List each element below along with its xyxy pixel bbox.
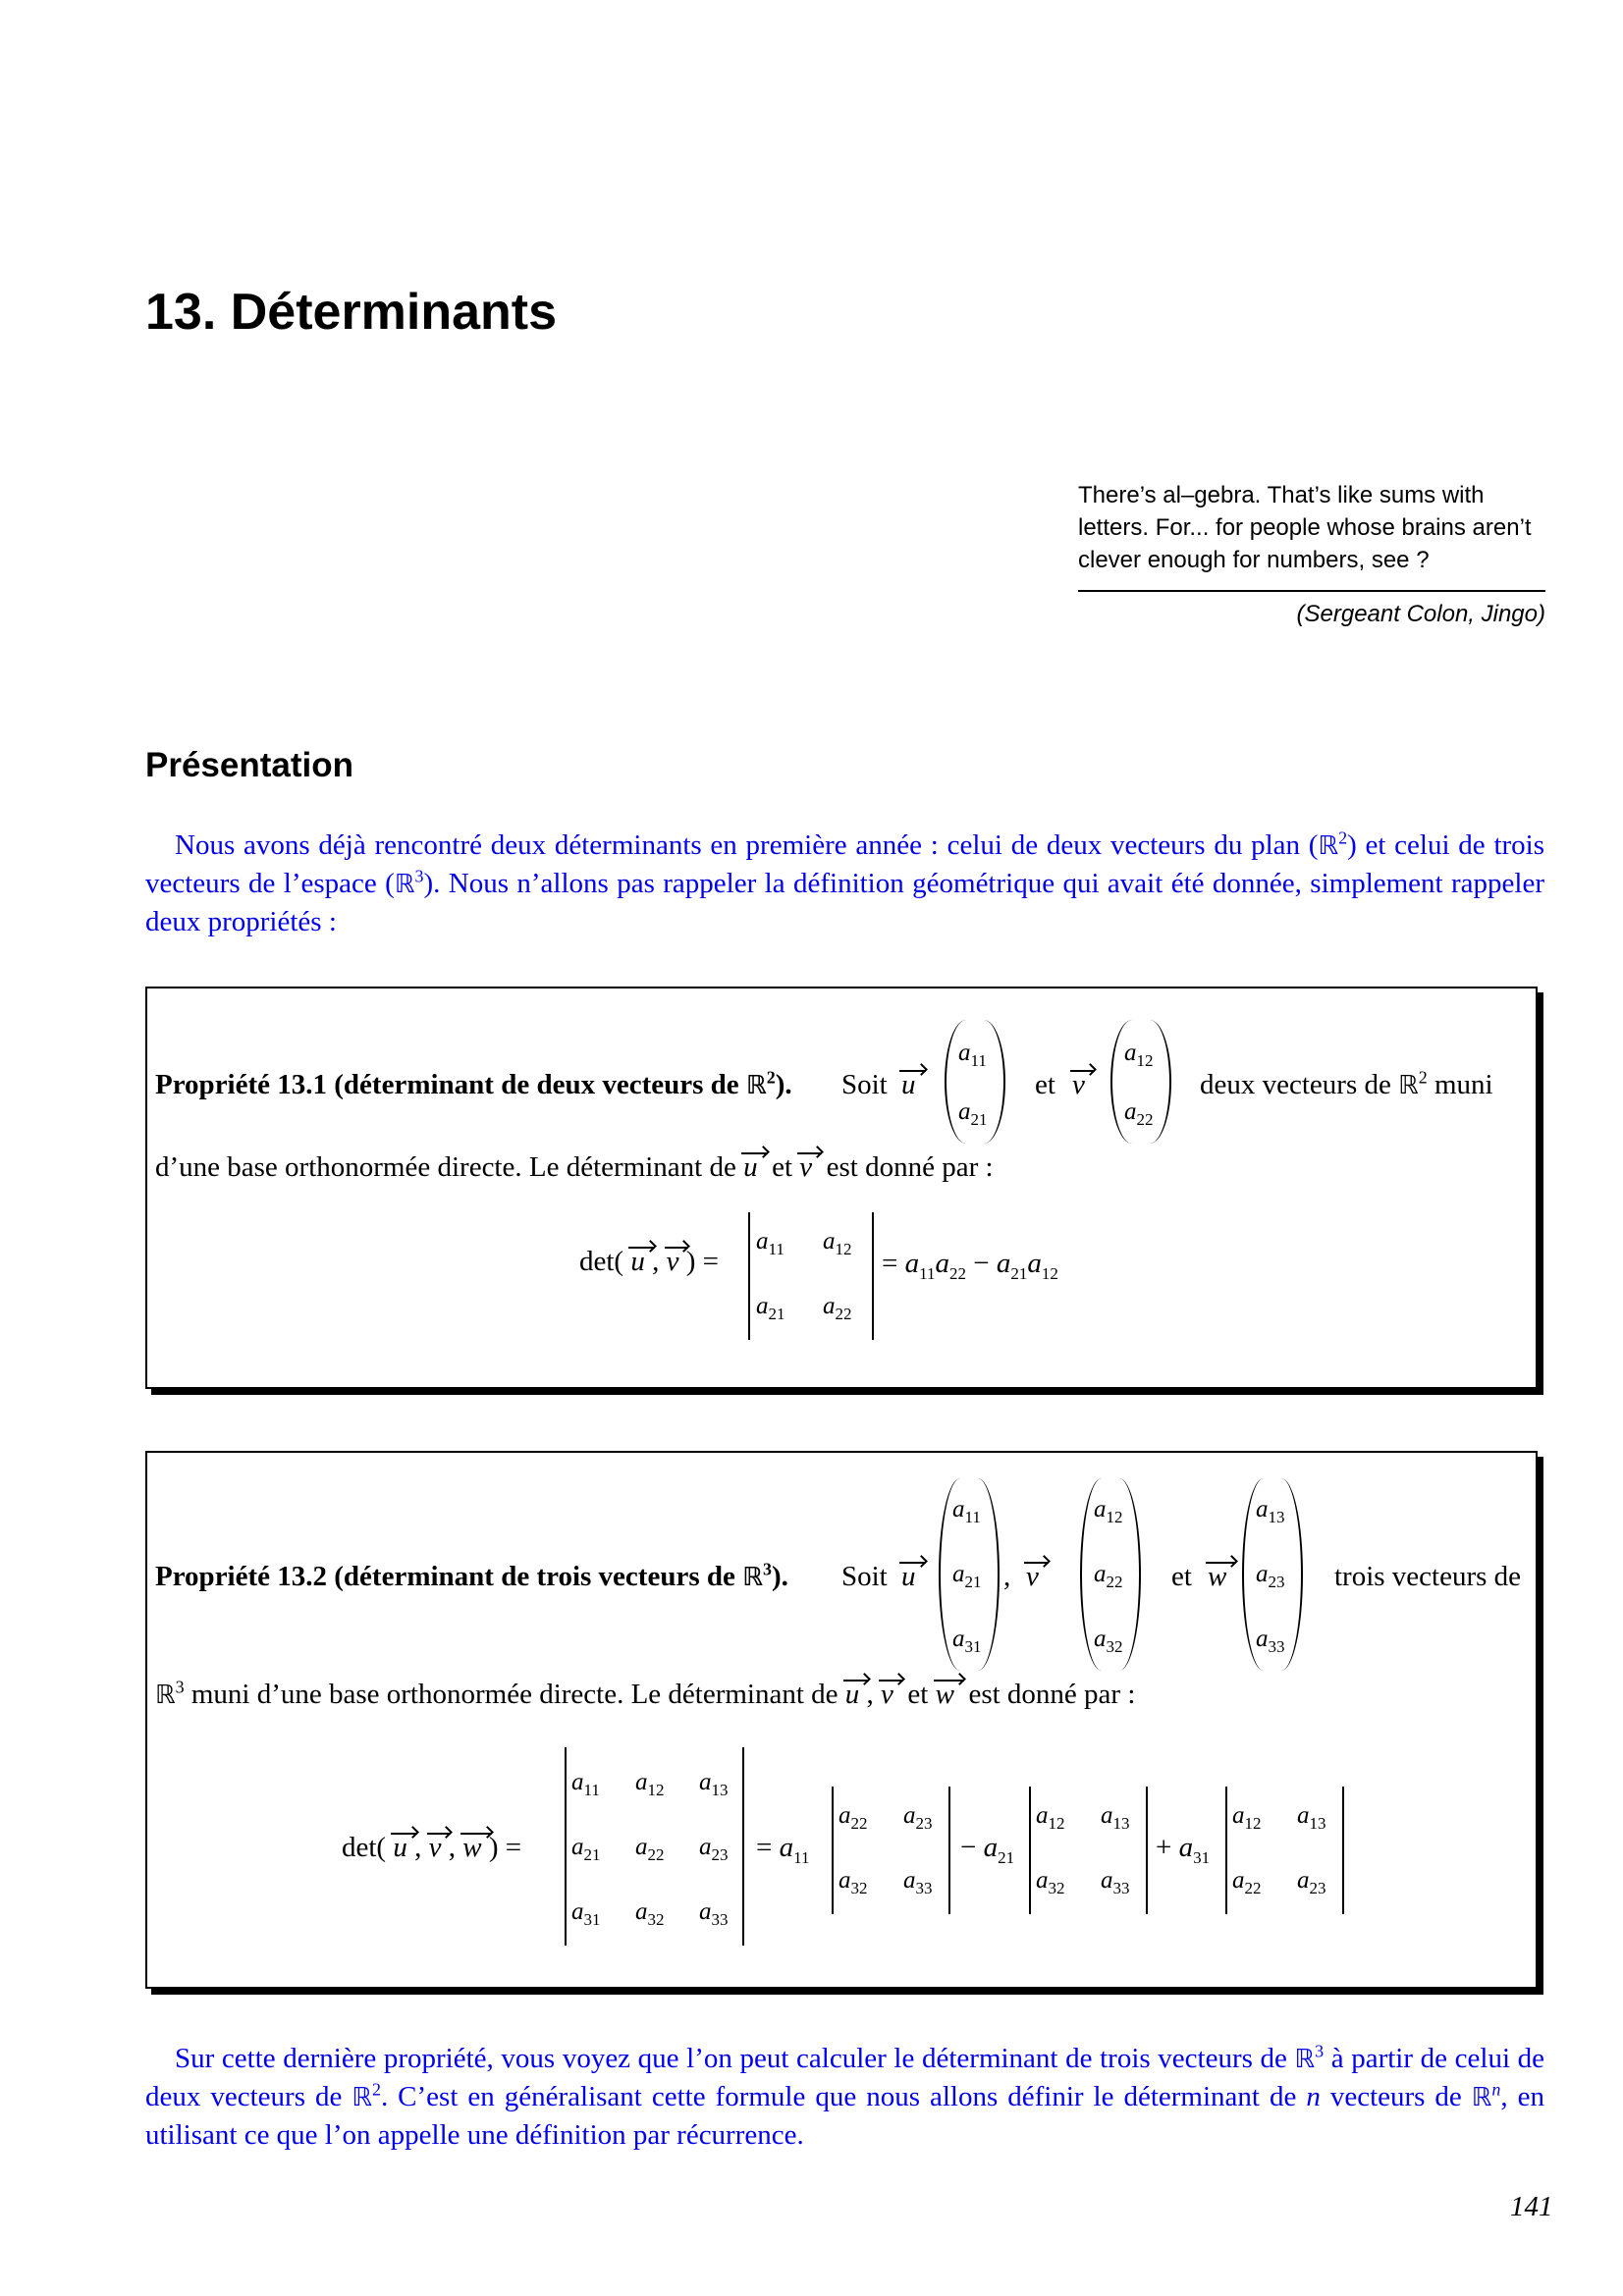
- determinant-bar: [1342, 1787, 1344, 1914]
- intro-paragraph: Nous avons déjà rencontré deux déterminants en première année : celui de deux vecteurs du plan (ℝ$^2$) et celui de trois vecteurs de l’espace (ℝ$^3$). Nous n’allons pas rappeler la définition géométrique qui avait été donnée, simplement rappeler deux propriétés :: [145, 828, 1544, 937]
- determinant-bar: [832, 1787, 834, 1914]
- coef-a21: − $a_{21}$: [960, 1832, 1015, 1867]
- det-entry: $a_{13}$: [1101, 1802, 1130, 1833]
- et-label: et: [1171, 1561, 1192, 1592]
- determinant-bar: [565, 1747, 567, 1946]
- matrix-entry: $a_{23}$: [1256, 1561, 1285, 1591]
- det-entry: $a_{13}$: [699, 1769, 729, 1799]
- det-entry: $a_{32}$: [839, 1867, 868, 1897]
- epigraph-source: (Sergeant Colon, Jingo): [1296, 601, 1545, 627]
- det-entry: $a_{22}$: [839, 1802, 868, 1833]
- matrix-entry: $a_{12}$: [1124, 1040, 1154, 1070]
- det-entry: $a_{21}$: [571, 1834, 601, 1864]
- determinant-bar: [872, 1212, 874, 1340]
- et-label: et: [1035, 1069, 1055, 1100]
- det-entry: $a_{22}$: [1232, 1867, 1262, 1897]
- comma: ,: [1003, 1561, 1011, 1592]
- det-entry: $a_{23}$: [699, 1834, 729, 1864]
- property-line2: d’une base orthonormée directe. Le déterminant de u et v est donné par :: [155, 1151, 994, 1183]
- det-entry: $a_{22}$: [635, 1834, 665, 1864]
- vector-u: u: [901, 1561, 916, 1592]
- coef-a11: = $a_{11}$: [756, 1832, 810, 1867]
- vector-v: v: [1026, 1561, 1039, 1592]
- determinant-bar: [1029, 1787, 1031, 1914]
- det-entry: $a_{13}$: [1297, 1802, 1326, 1833]
- det-entry: $a_{12}$: [823, 1228, 852, 1258]
- matrix-entry: $a_{32}$: [1094, 1626, 1123, 1656]
- vector-w: w: [1208, 1561, 1227, 1592]
- det-entry: $a_{32}$: [635, 1898, 665, 1929]
- property-tail: deux vecteurs de ℝ$^2$ muni: [1200, 1067, 1493, 1100]
- matrix-entry: $a_{33}$: [1256, 1626, 1285, 1656]
- section-title: Présentation: [145, 746, 353, 784]
- matrix-entry: $a_{13}$: [1256, 1496, 1285, 1526]
- det-entry: $a_{11}$: [756, 1228, 784, 1258]
- det-entry: $a_{31}$: [571, 1898, 601, 1929]
- matrix-entry: $a_{22}$: [1094, 1561, 1123, 1591]
- det-entry: $a_{12}$: [1036, 1802, 1065, 1833]
- det-entry: $a_{33}$: [903, 1867, 933, 1897]
- det-entry: $a_{23}$: [903, 1802, 933, 1833]
- vector-u: u: [901, 1069, 916, 1100]
- matrix-entry: $a_{21}$: [958, 1098, 988, 1129]
- formula-lhs: det( u , v , w ) =: [342, 1832, 522, 1863]
- chapter-title: 13. Déterminants: [145, 284, 558, 341]
- det-entry: $a_{12}$: [635, 1769, 665, 1799]
- matrix-entry: $a_{11}$: [952, 1496, 981, 1526]
- epigraph-divider: [1078, 590, 1545, 592]
- det-entry: $a_{23}$: [1297, 1867, 1326, 1897]
- property-line2: ℝ$^3$ muni d’une base orthonormée directe. Le déterminant de u , v et w est donné par :: [155, 1677, 1136, 1710]
- det-entry: $a_{32}$: [1036, 1867, 1065, 1897]
- matrix-entry: $a_{31}$: [952, 1626, 982, 1656]
- det-entry: $a_{22}$: [823, 1293, 852, 1323]
- determinant-bar: [1225, 1787, 1227, 1914]
- coef-a31: + $a_{31}$: [1156, 1832, 1211, 1867]
- property-title: Propriété 13.2 (déterminant de trois vecteurs de ℝ$^3$).: [155, 1559, 788, 1592]
- det-entry: $a_{11}$: [571, 1769, 600, 1799]
- epigraph-quote: There’s al–gebra. That’s like sums with letters. For... for people whose brains aren’t clever enough for numbers, see ?: [1078, 482, 1532, 573]
- formula-lhs: det( u , v ) =: [579, 1246, 719, 1277]
- soit-label: Soit: [841, 1561, 888, 1592]
- determinant-bar: [1146, 1787, 1148, 1914]
- matrix-entry: $a_{22}$: [1124, 1098, 1154, 1129]
- matrix-entry: $a_{21}$: [952, 1561, 982, 1591]
- vector-v: v: [1072, 1069, 1085, 1100]
- det-entry: $a_{33}$: [1101, 1867, 1130, 1897]
- det-entry: $a_{33}$: [699, 1898, 729, 1929]
- page-number: 141: [1510, 2191, 1553, 2222]
- soit-label: Soit: [841, 1069, 888, 1100]
- determinant-bar: [748, 1212, 750, 1340]
- property-title: Propriété 13.1 (déterminant de deux vecteurs de ℝ$^2$).: [155, 1067, 792, 1100]
- property-tail: trois vecteurs de: [1334, 1561, 1522, 1592]
- matrix-entry: $a_{12}$: [1094, 1496, 1123, 1526]
- formula-rhs: = $a_{11}a_{22} - a_{21}a_{12}$: [882, 1248, 1058, 1283]
- det-entry: $a_{21}$: [756, 1293, 785, 1323]
- determinant-bar: [948, 1787, 950, 1914]
- outro-paragraph: Sur cette dernière propriété, vous voyez que l’on peut calculer le déterminant de trois vecteurs de ℝ$^3$ à partir de celui de deux vecteurs de ℝ$^2$. C’est en généralisant cette formule que nous allons définir le déterminant de n vecteurs de ℝ$^n$, en utilisant ce que l’on appelle une définition par récurrence.: [145, 2041, 1545, 2151]
- det-entry: $a_{12}$: [1232, 1802, 1262, 1833]
- property-box-13-1: [145, 987, 1538, 1389]
- matrix-entry: $a_{11}$: [958, 1040, 987, 1070]
- determinant-bar: [742, 1747, 744, 1946]
- property-box-13-2: [145, 1451, 1538, 1989]
